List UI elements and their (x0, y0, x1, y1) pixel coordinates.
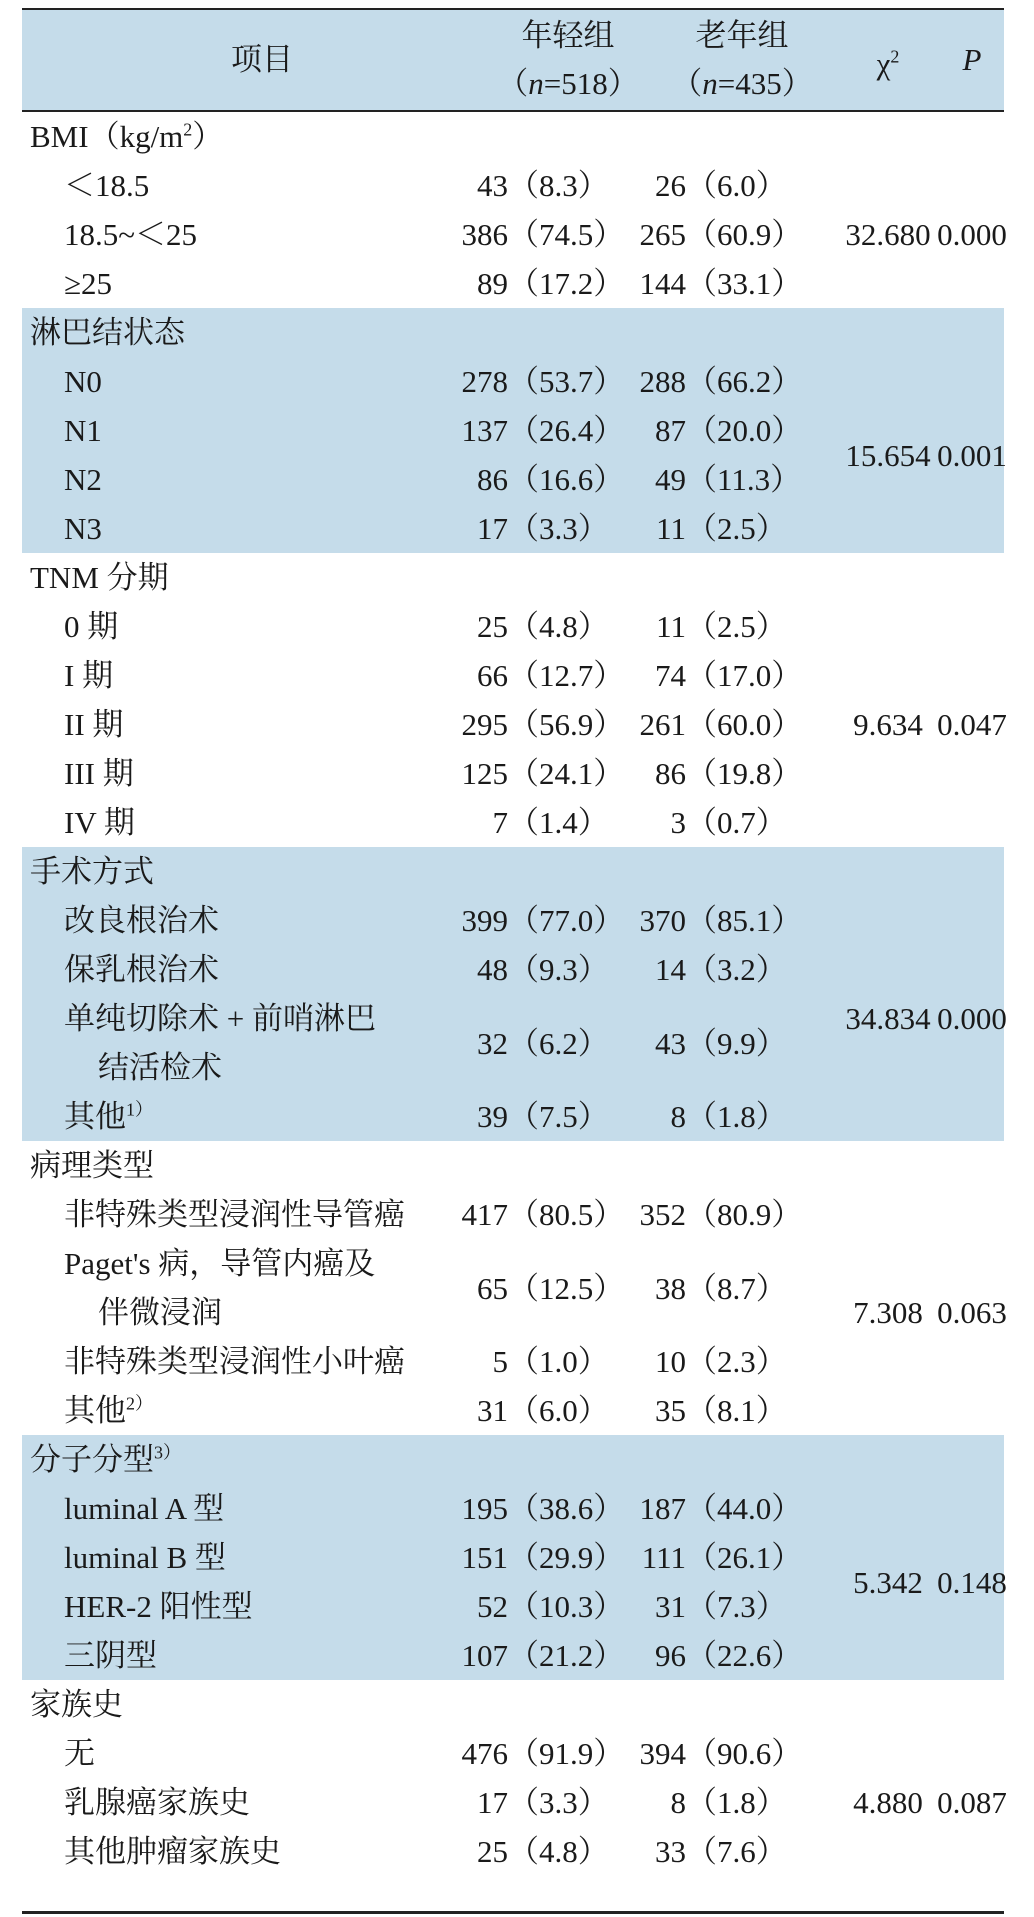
old-percent: （3.2） (686, 952, 787, 987)
row-label: N2 (64, 462, 102, 497)
section-6 (22, 1680, 1007, 1876)
section-2 (22, 553, 1007, 847)
old-percent: （7.3） (686, 1589, 787, 1624)
young-percent: （6.2） (508, 1025, 609, 1061)
row-label: 保乳根治术 (64, 952, 219, 987)
young-count: 39 (477, 1099, 508, 1134)
row-label: IV 期 (64, 805, 135, 840)
young-percent: （26.4） (508, 413, 625, 448)
young-percent: （9.3） (508, 952, 609, 987)
header-old-n: （n=435） (671, 66, 813, 101)
p-value: 0.087 (937, 1785, 1007, 1820)
chi-square-value: 32.680 (845, 217, 931, 252)
row-label: 其他$^{2)}$ (64, 1393, 153, 1428)
young-count: 17 (477, 511, 508, 546)
old-count: 35 (655, 1393, 686, 1428)
chi-square-value: 9.634 (853, 707, 923, 742)
young-count: 399 (461, 903, 508, 938)
row-label-cont: 结活检术 (98, 1050, 222, 1085)
old-count: 11 (656, 609, 686, 644)
p-value: 0.001 (937, 437, 1007, 473)
old-count: 87 (655, 413, 686, 448)
p-value: 0.000 (937, 217, 1007, 252)
young-count: 295 (461, 707, 508, 742)
old-count: 394 (639, 1736, 686, 1771)
p-value: 0.148 (937, 1564, 1007, 1600)
row-label: N1 (64, 413, 102, 448)
section-title: 家族史 (30, 1687, 123, 1722)
p-value: 0.047 (937, 707, 1007, 742)
young-percent: （29.9） (508, 1540, 625, 1575)
old-percent: （7.6） (686, 1834, 787, 1869)
old-count: 86 (655, 756, 686, 791)
young-count: 278 (461, 364, 508, 399)
young-percent: （16.6） (508, 462, 625, 497)
young-percent: （7.5） (508, 1099, 609, 1134)
section-3 (22, 847, 1007, 1141)
young-percent: （17.2） (508, 266, 625, 301)
row-label: 三阴型 (64, 1638, 157, 1673)
young-count: 5 (492, 1344, 508, 1379)
section-title: 病理类型 (30, 1148, 154, 1183)
old-percent: （2.5） (686, 511, 787, 546)
old-count: 144 (639, 266, 686, 301)
section-title: 淋巴结状态 (30, 315, 185, 350)
section-4 (22, 1141, 1007, 1435)
old-count: 8 (670, 1785, 686, 1820)
young-percent: （77.0） (508, 903, 625, 938)
young-percent: （21.2） (508, 1638, 625, 1673)
young-percent: （3.3） (508, 511, 609, 546)
old-percent: （1.8） (686, 1785, 787, 1820)
old-count: 33 (655, 1834, 686, 1869)
young-count: 417 (461, 1197, 508, 1232)
old-count: 38 (655, 1270, 686, 1306)
young-count: 31 (477, 1393, 508, 1428)
young-percent: （38.6） (508, 1491, 625, 1526)
young-percent: （12.7） (508, 658, 625, 693)
young-count: 52 (477, 1589, 508, 1624)
header-item: 项目 (231, 42, 293, 77)
old-percent: （2.5） (686, 609, 787, 644)
header-old: 老年组 (695, 18, 789, 53)
young-count: 43 (477, 168, 508, 203)
young-percent: （10.3） (508, 1589, 625, 1624)
header-young: 年轻组 (521, 18, 615, 53)
row-label: N0 (64, 364, 102, 399)
old-percent: （60.0） (686, 707, 803, 742)
chi-square-value: 34.834 (845, 1001, 931, 1036)
row-label: ＜18.5 (64, 168, 150, 203)
young-count: 107 (461, 1638, 508, 1673)
old-percent: （22.6） (686, 1638, 803, 1673)
old-percent: （33.1） (686, 266, 803, 301)
row-label: 其他$^{1)}$ (64, 1099, 153, 1134)
row-label: 非特殊类型浸润性小叶癌 (64, 1344, 405, 1379)
row-label: 其他肿瘤家族史 (64, 1834, 281, 1869)
old-count: 261 (639, 707, 686, 742)
row-label: Paget's 病，导管内癌及 (64, 1246, 376, 1281)
section-0 (22, 112, 1007, 308)
young-count: 17 (477, 1785, 508, 1820)
old-count: 74 (655, 658, 686, 693)
old-count: 288 (639, 364, 686, 399)
old-count: 187 (639, 1491, 686, 1526)
young-percent: （6.0） (508, 1393, 609, 1428)
young-percent: （56.9） (508, 707, 625, 742)
old-percent: （6.0） (686, 168, 787, 203)
young-percent: （74.5） (508, 217, 625, 252)
old-percent: （9.9） (686, 1025, 787, 1061)
old-count: 3 (670, 805, 686, 840)
old-count: 14 (655, 952, 686, 987)
section-title: 分子分型$^{3)}$ (30, 1442, 181, 1477)
young-count: 48 (477, 952, 508, 987)
section-title: $BMI(kg/m^2)$ (30, 119, 224, 154)
section-5 (22, 1435, 1007, 1680)
young-percent: （8.3） (508, 168, 609, 203)
section-title: TNM 分期 (30, 560, 169, 595)
row-label: luminal A 型 (64, 1491, 225, 1526)
young-count: 32 (477, 1025, 508, 1061)
row-label: 0 期 (64, 609, 119, 644)
old-count: 265 (639, 217, 686, 252)
chi-square-value: 5.342 (853, 1564, 923, 1600)
young-count: 386 (461, 217, 508, 252)
row-label: ≥25 (64, 266, 113, 301)
section-title: 手术方式 (30, 854, 154, 889)
young-percent: （91.9） (508, 1736, 625, 1771)
young-count: 151 (461, 1540, 508, 1575)
row-label: I 期 (64, 658, 114, 693)
old-count: 11 (656, 511, 686, 546)
old-percent: （19.8） (686, 756, 803, 791)
row-label: HER-2 阳性型 (64, 1589, 253, 1624)
old-percent: （66.2） (686, 364, 803, 399)
old-percent: （17.0） (686, 658, 803, 693)
young-percent: （12.5） (508, 1270, 625, 1306)
p-value: 0.063 (937, 1295, 1007, 1330)
old-count: 96 (655, 1638, 686, 1673)
young-count: 476 (461, 1736, 508, 1771)
young-count: 195 (461, 1491, 508, 1526)
old-percent: （44.0） (686, 1491, 803, 1526)
row-label: 单纯切除术 + 前哨淋巴 (64, 1001, 376, 1036)
row-label: 无 (64, 1736, 95, 1771)
old-percent: （1.8） (686, 1099, 787, 1134)
old-percent: （2.3） (686, 1344, 787, 1379)
old-count: 43 (655, 1025, 686, 1061)
young-count: 25 (477, 609, 508, 644)
row-label: III 期 (64, 756, 134, 791)
old-percent: （8.1） (686, 1393, 787, 1428)
old-count: 8 (670, 1099, 686, 1134)
row-label: N3 (64, 511, 102, 546)
p-value: 0.000 (937, 1001, 1007, 1036)
old-percent: （60.9） (686, 217, 803, 252)
young-count: 7 (492, 805, 508, 840)
old-percent: （26.1） (686, 1540, 803, 1575)
old-percent: （20.0） (686, 413, 803, 448)
bottom-rule (22, 1911, 1004, 1914)
row-label: luminal B 型 (64, 1540, 226, 1575)
young-percent: （3.3） (508, 1785, 609, 1820)
young-count: 137 (461, 413, 508, 448)
header-p: P (962, 42, 982, 77)
old-count: 31 (655, 1589, 686, 1624)
row-label: 18.5~＜25 (64, 217, 198, 252)
row-label: II 期 (64, 707, 124, 742)
old-count: 111 (641, 1540, 686, 1575)
row-label-cont: 伴微浸润 (98, 1295, 222, 1330)
young-percent: （80.5） (508, 1197, 625, 1232)
young-count: 25 (477, 1834, 508, 1869)
young-percent: （4.8） (508, 609, 609, 644)
old-count: 26 (655, 168, 686, 203)
old-percent: （11.3） (686, 462, 802, 497)
old-count: 352 (639, 1197, 686, 1232)
young-count: 66 (477, 658, 508, 693)
row-label: 非特殊类型浸润性导管癌 (64, 1197, 405, 1232)
header-chi-square: $\chi^2$ (876, 46, 900, 81)
old-count: 10 (655, 1344, 686, 1379)
table-header (22, 10, 1004, 110)
row-label: 改良根治术 (64, 903, 219, 938)
young-percent: （4.8） (508, 1834, 609, 1869)
young-count: 125 (461, 756, 508, 791)
row-label: 乳腺癌家族史 (64, 1785, 250, 1820)
old-percent: （0.7） (686, 805, 787, 840)
chi-square-value: 15.654 (845, 437, 931, 473)
young-count: 89 (477, 266, 508, 301)
chi-square-value: 4.880 (853, 1785, 923, 1820)
old-percent: （90.6） (686, 1736, 803, 1771)
section-1 (22, 308, 1007, 553)
old-count: 49 (655, 462, 686, 497)
old-count: 370 (639, 903, 686, 938)
young-percent: （1.4） (508, 805, 609, 840)
header-young-n: （n=518） (497, 66, 639, 101)
young-percent: （24.1） (508, 756, 625, 791)
chi-square-value: 7.308 (853, 1295, 923, 1330)
young-percent: （53.7） (508, 364, 625, 399)
young-count: 86 (477, 462, 508, 497)
old-percent: （85.1） (686, 903, 803, 938)
old-percent: （80.9） (686, 1197, 803, 1232)
young-percent: （1.0） (508, 1344, 609, 1379)
young-count: 65 (477, 1270, 508, 1306)
old-percent: （8.7） (686, 1270, 787, 1306)
